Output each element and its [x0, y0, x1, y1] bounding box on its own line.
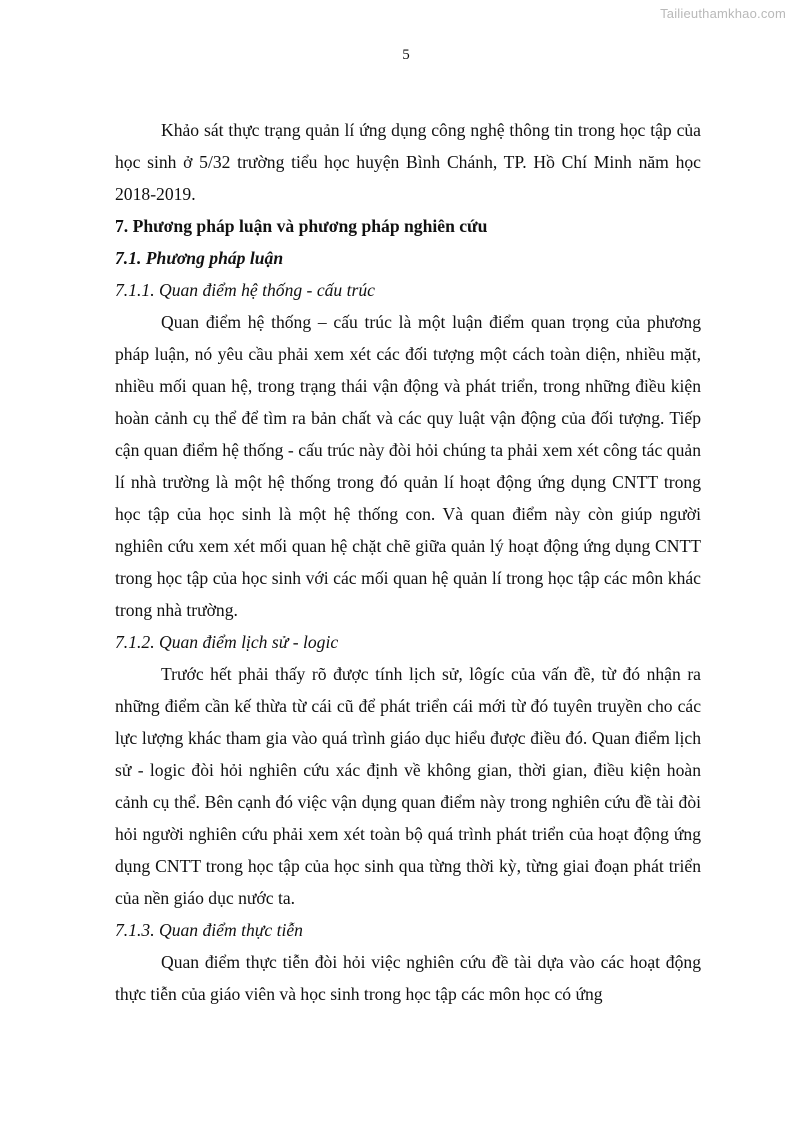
paragraph-7-1-2: Trước hết phải thấy rõ được tính lịch sử, lôgíc của vấn đề, từ đó nhận ra những điểm cần kế thừa từ cái cũ để phát triển cái mới từ đó tuyên truyền cho các lực lượng khác tham gia vào quá trình giáo dục hiểu được điều đó. Quan điểm lịch sử - logic đòi hỏi nghiên cứu xác định về không gian, thời gian, điều kiện hoàn cảnh cụ thể. Bên cạnh đó việc vận dụng quan điểm này trong nghiên cứu đề tài đòi hỏi người nghiên cứu phải xem xét toàn bộ quá trình phát triển của hoạt động ứng dụng CNTT trong học tập của học sinh qua từng thời kỳ, từng giai đoạn phát triển của nền giáo dục nước ta. [115, 664, 701, 908]
document-body [115, 114, 701, 1010]
page-number: 5 [402, 47, 410, 63]
paragraph-7-1-3: Quan điểm thực tiễn đòi hỏi việc nghiên cứu đề tài dựa vào các hoạt động thực tiễn của giáo viên và học sinh trong học tập các môn học có ứng [115, 952, 701, 1004]
paragraph-7-1-1: Quan điểm hệ thống – cấu trúc là một luận điểm quan trọng của phương pháp luận, nó yêu cầu phải xem xét các đối tượng một cách toàn diện, nhiều mặt, nhiều mối quan hệ, trong trạng thái vận động và phát triển, trong những điều kiện hoàn cảnh cụ thể để tìm ra bản chất và các quy luật vận động của đối tượng. Tiếp cận quan điểm hệ thống - cấu trúc này đòi hỏi chúng ta phải xem xét công tác quản lí nhà trường là một hệ thống trong đó quản lí hoạt động ứng dụng CNTT trong học tập của học sinh là một hệ thống con. Và quan điểm này còn giúp người nghiên cứu xem xét mối quan hệ chặt chẽ giữa quản lý hoạt động ứng dụng CNTT trong học tập của học sinh với các mối quan hệ quản lí trong học tập các môn khác trong nhà trường. [115, 312, 701, 620]
paragraph-intro: Khảo sát thực trạng quản lí ứng dụng công nghệ thông tin trong học tập của học sinh ở 5/32 trường tiểu học huyện Bình Chánh, TP. Hồ Chí Minh năm học 2018-2019. [115, 120, 701, 204]
heading-section-7-1-2: 7.1.2. Quan điểm lịch sử - logic [115, 632, 339, 652]
heading-section-7-1: 7.1. Phương pháp luận [115, 248, 284, 268]
heading-section-7: 7. Phương pháp luận và phương pháp nghiên cứu [115, 216, 488, 236]
heading-section-7-1-1: 7.1.1. Quan điểm hệ thống - cấu trúc [115, 280, 375, 300]
heading-section-7-1-3: 7.1.3. Quan điểm thực tiễn [115, 920, 303, 940]
watermark-text: Tailieuthamkhao.com [660, 6, 786, 21]
